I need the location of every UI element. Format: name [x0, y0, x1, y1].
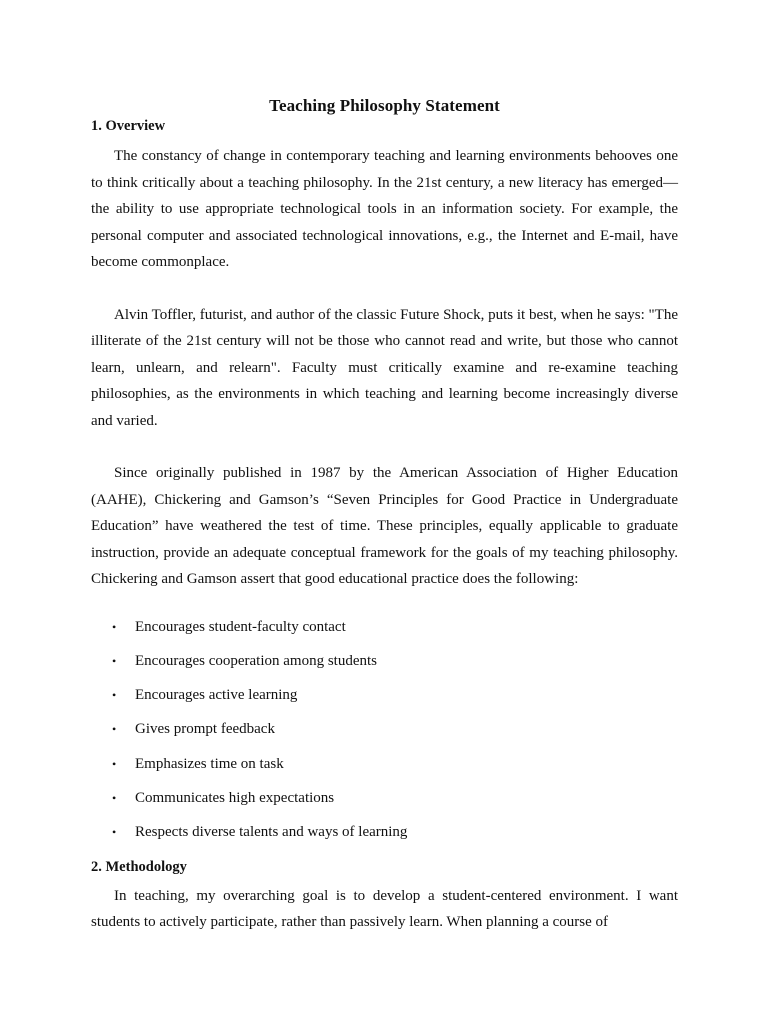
paragraph: In teaching, my overarching goal is to develop a student-centered environment. I want students to actively participate, rather than passively learn. When planning a course of [91, 887, 678, 931]
bullet-icon: • [112, 688, 117, 703]
list-item [91, 618, 678, 652]
list-item-text: Communicates high expectations [135, 789, 335, 806]
document-title: Teaching Philosophy Statement [269, 96, 500, 115]
section-heading-overview: 1. Overview [91, 118, 166, 134]
bullet-icon: • [112, 825, 117, 840]
principles-list [91, 618, 678, 858]
list-item-text: Encourages cooperation among students [135, 652, 378, 669]
section-overview [91, 117, 678, 858]
list-item-text: Emphasizes time on task [135, 755, 284, 772]
bullet-icon: • [112, 790, 117, 805]
bullet-icon: • [112, 653, 117, 668]
list-item-text: Encourages student-faculty contact [135, 618, 346, 635]
section-heading-methodology: 2. Methodology [91, 858, 187, 875]
bullet-icon: • [112, 619, 117, 634]
list-item [91, 789, 678, 823]
list-item-text: Gives prompt feedback [135, 721, 275, 738]
list-item [91, 720, 678, 754]
paragraph: The constancy of change in contemporary teaching and learning environments behooves one to think critically about a teaching philosophy. In the 21st century, a new literacy has emerged—the ability to use appropriate technological tools in an information society. For example, the personal computer and associated technological innovations, e.g., the Internet and E-mail, have become commonplace. [91, 148, 678, 270]
bullet-icon: • [112, 722, 117, 737]
list-item [91, 755, 678, 789]
list-item [91, 652, 678, 686]
paragraph: Since originally published in 1987 by the American Association of Higher Education (AAHE), Chickering and Gamson’s “Seven Principles for Good Practice in Undergraduate Education” have weathered the test of time. These principles, equally applicable to graduate instruction, provide an adequate conceptual framework for the goals of my teaching philosophy. Chickering and Gamson assert that good educational practice does the following: [91, 465, 678, 587]
bullet-icon: • [112, 756, 117, 771]
list-item-text: Respects diverse talents and ways of learning [135, 824, 408, 841]
section-methodology [91, 858, 678, 936]
paragraph: Alvin Toffler, futurist, and author of the classic Future Shock, puts it best, when he says: "The illiterate of the 21st century will not be those who cannot read and write, but those who cannot learn, unlearn, and relearn". Faculty must critically examine and re-examine teaching philosophies, as the environments in which teaching and learning become increasingly diverse and varied. [91, 306, 678, 429]
list-item [91, 686, 678, 720]
list-item-text: Encourages active learning [135, 687, 298, 704]
list-item [91, 823, 678, 857]
